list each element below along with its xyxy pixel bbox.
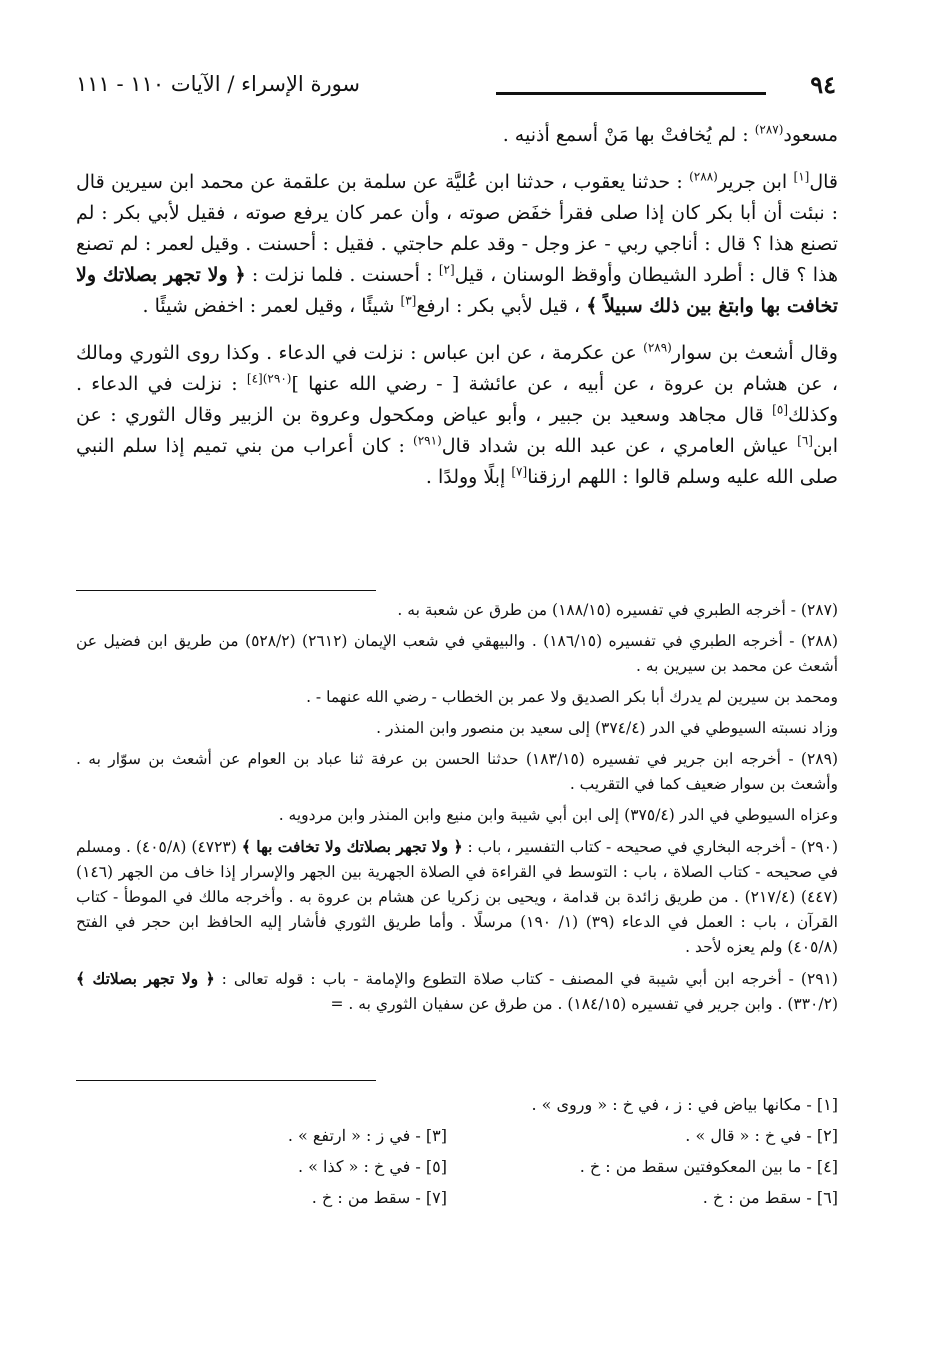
variant-ref: [٥] — [772, 402, 788, 417]
footnote-289: (٢٨٩) - أخرجه ابن جرير في تفسيره (١٨٣/١٥) حدثنا الحسن بن عرفة ثنا عباد بن العوام عن أشعث بن سوّار به . وأشعث بن سوار ضعيف كما في التقريب . — [76, 750, 838, 793]
footnote-ref: (٢٩١) — [413, 433, 442, 448]
text-span: (٢٩٠) - أخرجه البخاري في صحيحه - كتاب التفسير ، باب : — [462, 838, 838, 856]
text-span: : كان أعراب من بني تميم إذا سلم النبي صلى الله عليه وسلم قالوا : اللهم ارزقنا — [76, 435, 838, 488]
variant-ref: [٣] — [400, 293, 417, 308]
text-span: : أحسنت . فلما نزلت : — [245, 264, 439, 286]
header-rule — [496, 92, 766, 95]
variant-3: [٣] - في ز : « ارتفع » . — [287, 1126, 447, 1145]
footnote-ref: (٢٩٠)[٤] — [246, 371, 292, 386]
variant-5: [٥] - في خ : « كذا » . — [297, 1157, 447, 1176]
variant-6: [٦] - سقط من : خ . — [702, 1188, 838, 1207]
text-span: (٣٣٠/٢) . وابن جرير في تفسيره (١٨٤/١٥) . من طرق عن سفيان الثوري به . = — [330, 995, 838, 1013]
variant-7: [٧] - سقط من : خ . — [311, 1188, 447, 1207]
text-span: (٢٩١) - أخرجه ابن أبي شيبة في المصنف - كتاب صلاة التطوع والإمامة - باب : قوله تعالى : — [214, 970, 838, 988]
text-span: وقال أشعث بن سوار — [671, 342, 838, 364]
variant-1: [١] - مكانها بياض في : ز ، في خ : « وروى » . — [531, 1095, 838, 1114]
paragraph-3 — [76, 338, 838, 493]
footnote-288-note: ومحمد بن سيرين لم يدرك أبا بكر الصديق ولا عمر بن الخطاب - رضي الله عنهما - . — [306, 688, 838, 706]
text-span: : نزلت في الدعاء . وكذلك — [76, 373, 838, 426]
footnote-ref: (٢٨٨) — [689, 169, 718, 184]
text-span: ، قيل لأبي بكر : ارفع — [416, 295, 587, 317]
footnote-288: (٢٨٨) - أخرجه الطبري في تفسيره (١٨٦/١٥) . والبيهقي في شعب الإيمان (٢٦١٢) (٥٢٨/٢) من طريق ابن فضيل عن أشعث عن محمد بن سيرين به . — [76, 632, 839, 675]
text-span: : لم يُخافتْ بها مَنْ أسمع أذنيه . — [502, 124, 755, 146]
text-span: إبلًا وولدًا . — [425, 466, 512, 488]
text-span: شيئًا ، وقيل لعمر : اخفض شيئًا . — [142, 295, 401, 317]
footnote-ref: (٢٨٩) — [643, 340, 672, 355]
footnote-287: (٢٨٧) - أخرجه الطبري في تفسيره (١٨٨/١٥) من طرق عن شعبة به . — [397, 601, 838, 619]
text-span: قال — [809, 171, 839, 193]
variant-2: [٢] - في خ : « قال » . — [685, 1126, 838, 1145]
variants-divider — [76, 1080, 376, 1081]
variant-ref: [٧] — [511, 464, 528, 479]
variant-ref: [١] — [793, 169, 810, 184]
quran-verse: ﴿ ولا تجهر بصلاتك ﴾ — [76, 969, 215, 988]
footnote-288-note: وزاد نسبته السيوطي في الدر (٣٧٤/٤) إلى سعيد بن منصور وابن المنذر . — [376, 719, 838, 737]
quran-verse: ﴿ ولا تجهر بصلاتك ولا تخافت بها وابتغ بين ذلك سبيلاً ﴾ — [76, 264, 838, 317]
text-span: مسعود — [783, 124, 838, 146]
manuscript-variants — [76, 1092, 838, 1211]
paragraph-1 — [76, 120, 838, 151]
text-span: عن عكرمة ، عن ابن عباس : نزلت في الدعاء . وكذا روى الثوري ومالك ، عن هشام بن عروة ، عن أبيه ، عن عائشة [ - رضي الله عنها ] — [76, 342, 838, 395]
footnote-ref: (٢٨٧) — [754, 122, 784, 137]
running-title: سورة الإسراء / الآيات ١١٠ - ١١١ — [76, 72, 361, 96]
text-span: عياش العامري ، عن عبد الله بن شداد قال — [441, 435, 798, 457]
text-span: ابن جرير — [717, 171, 794, 193]
footnote-divider — [76, 590, 376, 591]
page-number: ٩٤ — [810, 70, 836, 99]
variant-ref: [٢] — [438, 262, 455, 277]
footnote-291 — [76, 966, 838, 1017]
footnote-290 — [76, 834, 838, 960]
text-span: : حدثنا يعقوب ، حدثنا ابن عُليَّة عن سلمة بن علقمة عن محمد ابن سيرين قال : نبئت أن أبا بكر كان إذا صلى فقرأ خفَض صوته ، وأن عمر كان يرفع صوته ، فقيل لأبي بكر : لم تصنع هذا ؟ قال : أناجي ربي - عز وجل - وقد علم حاجتي . فقيل : أحسنت . وقيل لعمر : لم تصنع هذا ؟ قال : أطرد الشيطان وأوقظ الوسنان ، قيل — [76, 171, 839, 286]
footnotes — [76, 598, 838, 1023]
paragraph-2 — [76, 167, 838, 322]
text-span: قال مجاهد وسعيد بن جبير ، وأبو عياض ومكحول وعروة بن الزبير وقال الثوري : عن ابن — [76, 404, 838, 457]
variant-ref: [٦] — [797, 433, 813, 448]
quran-verse: ﴿ ولا تجهر بصلاتك ولا تخافت بها ﴾ — [241, 837, 463, 856]
variant-4: [٤] - ما بين المعكوفتين سقط من : خ . — [579, 1157, 838, 1176]
footnote-289-note: وعزاه السيوطي في الدر (٣٧٥/٤) إلى ابن أبي شيبة وابن منيع وابن المنذر وابن مردويه . — [278, 806, 838, 824]
page-header — [76, 60, 836, 110]
text-span: (٤٧٢٣) (٤٠٥/٨) . ومسلم في صحيحه - كتاب الصلاة ، باب : التوسط في القراءة في الصلاة الجهرية بين الجهر والإسرار إذا خاف من الجهر (١٤٦) (٤٤٧) (٢١٧/٤) . من طريق زائدة بن قدامة ، ويحيى بن زكريا عن هشام بن عروة به . وأخرجه مالك في الموطأ - كتاب القرآن ، باب : العمل في الدعاء (٣٩) (١/ ١٩٠) مرسلًا . وأما طريق الثوري فأشار إليه الحافظ ابن حجر في الفتح (٤٠٥/٨) ولم يعزه لأحد . — [76, 838, 838, 956]
main-text — [76, 120, 838, 509]
